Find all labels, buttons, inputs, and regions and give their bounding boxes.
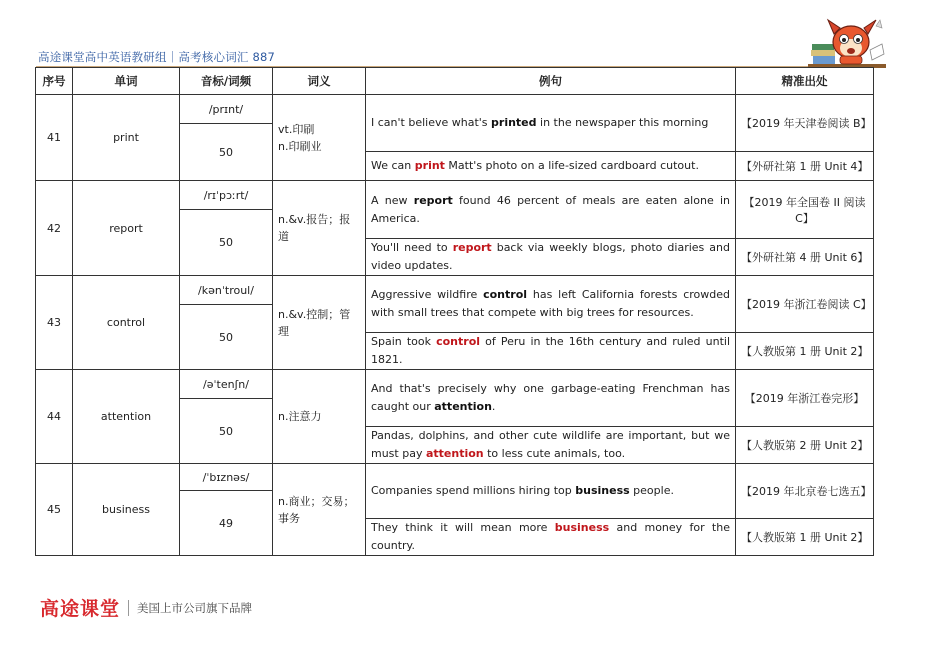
column-header-phonetic-frequency: 音标/词频: [180, 68, 273, 95]
meaning-line: n.&v.报告；报道: [278, 213, 351, 243]
example-sentence: Aggressive wildfire control has left California forests crowded with small trees that compete with big trees for resources.: [366, 276, 736, 333]
highlighted-word: control: [483, 288, 528, 301]
example-source: 【人教版第 1 册 Unit 2】: [736, 333, 874, 370]
entry-frequency: 50: [180, 305, 273, 370]
entry-meaning: [273, 370, 366, 464]
brand-tagline: 美国上市公司旗下品牌: [137, 600, 253, 615]
entry-meaning: [273, 276, 366, 370]
footer: [40, 594, 252, 621]
example-sentence: They think it will mean more business and money for the country.: [366, 519, 736, 556]
entry-frequency: 50: [180, 124, 273, 181]
example-source: 【2019 年浙江卷阅读 C】: [736, 276, 874, 333]
entry-meaning: [273, 95, 366, 181]
example-sentence: A new report found 46 percent of meals are eaten alone in America.: [366, 181, 736, 239]
entry-phonetic: /ˈbɪznəs/: [180, 464, 273, 491]
table-row: [36, 464, 874, 491]
entry-phonetic: /kənˈtroul/: [180, 276, 273, 305]
entry-frequency: 50: [180, 399, 273, 464]
example-source: 【外研社第 1 册 Unit 4】: [736, 152, 874, 181]
column-header-number: 序号: [36, 68, 73, 95]
entry-phonetic: /rɪˈpɔːrt/: [180, 181, 273, 210]
column-header-source: 精准出处: [736, 68, 874, 95]
table-row: [36, 95, 874, 124]
example-source: 【人教版第 2 册 Unit 2】: [736, 427, 874, 464]
entry-meaning: [273, 464, 366, 556]
entry-word: print: [73, 95, 180, 181]
highlighted-word: business: [554, 521, 610, 534]
highlighted-word: control: [436, 335, 481, 348]
entry-word: control: [73, 276, 180, 370]
example-sentence: You'll need to report back via weekly blogs, photo diaries and video updates.: [366, 239, 736, 276]
example-source: 【2019 年天津卷阅读 B】: [736, 95, 874, 152]
table-row: [36, 370, 874, 399]
entry-word: attention: [73, 370, 180, 464]
meaning-line: n.商业；交易；事务: [278, 494, 355, 525]
table-header-row: [36, 68, 874, 95]
highlighted-word: print: [414, 159, 445, 172]
meaning-line: n.印刷业: [278, 139, 322, 153]
column-header-example: 例句: [366, 68, 736, 95]
example-sentence: I can't believe what's printed in the newspaper this morning: [366, 95, 736, 152]
entry-frequency: 50: [180, 210, 273, 276]
example-sentence: Spain took control of Peru in the 16th century and ruled until 1821.: [366, 333, 736, 370]
example-source: 【人教版第 1 册 Unit 2】: [736, 519, 874, 556]
example-source: 【2019 年北京卷七选五】: [736, 464, 874, 519]
meaning-line: vt.印刷: [278, 122, 315, 136]
example-source: 【2019 年全国卷 II 阅读 C】: [736, 181, 874, 239]
brand-logo: 高途课堂: [40, 598, 121, 620]
entry-number: 41: [36, 95, 73, 181]
entry-word: business: [73, 464, 180, 556]
entry-number: 43: [36, 276, 73, 370]
example-sentence: Companies spend millions hiring top business people.: [366, 464, 736, 519]
highlighted-word: business: [575, 484, 630, 497]
entry-word: report: [73, 181, 180, 276]
header-title: 高途课堂高中英语教研组｜高考核心词汇 887: [38, 50, 276, 64]
example-source: 【外研社第 4 册 Unit 6】: [736, 239, 874, 276]
example-sentence: Pandas, dolphins, and other cute wildlife are important, but we must pay attention to less cute animals, too.: [366, 427, 736, 464]
table-row: [36, 276, 874, 305]
table-row: [36, 181, 874, 210]
mascot-illustration: [806, 14, 886, 70]
entry-number: 45: [36, 464, 73, 556]
highlighted-word: printed: [491, 116, 537, 129]
column-header-word: 单词: [73, 68, 180, 95]
example-source: 【2019 年浙江卷完形】: [736, 370, 874, 427]
vocabulary-table: [35, 67, 874, 556]
entry-meaning: [273, 181, 366, 276]
entry-number: 44: [36, 370, 73, 464]
highlighted-word: attention: [434, 400, 492, 413]
example-sentence: And that's precisely why one garbage-eating Frenchman has caught our attention.: [366, 370, 736, 427]
entry-frequency: 49: [180, 491, 273, 556]
example-sentence: We can print Matt's photo on a life-sized cardboard cutout.: [366, 152, 736, 181]
meaning-line: n.注意力: [278, 410, 322, 423]
highlighted-word: report: [452, 241, 492, 254]
entry-phonetic: /prɪnt/: [180, 95, 273, 124]
highlighted-word: attention: [425, 447, 484, 460]
meaning-line: n.&v.控制；管理: [278, 307, 351, 338]
column-header-meaning: 词义: [273, 68, 366, 95]
footer-divider: [128, 600, 129, 616]
entry-number: 42: [36, 181, 73, 276]
highlighted-word: report: [413, 193, 453, 207]
entry-phonetic: /əˈtenʃn/: [180, 370, 273, 399]
